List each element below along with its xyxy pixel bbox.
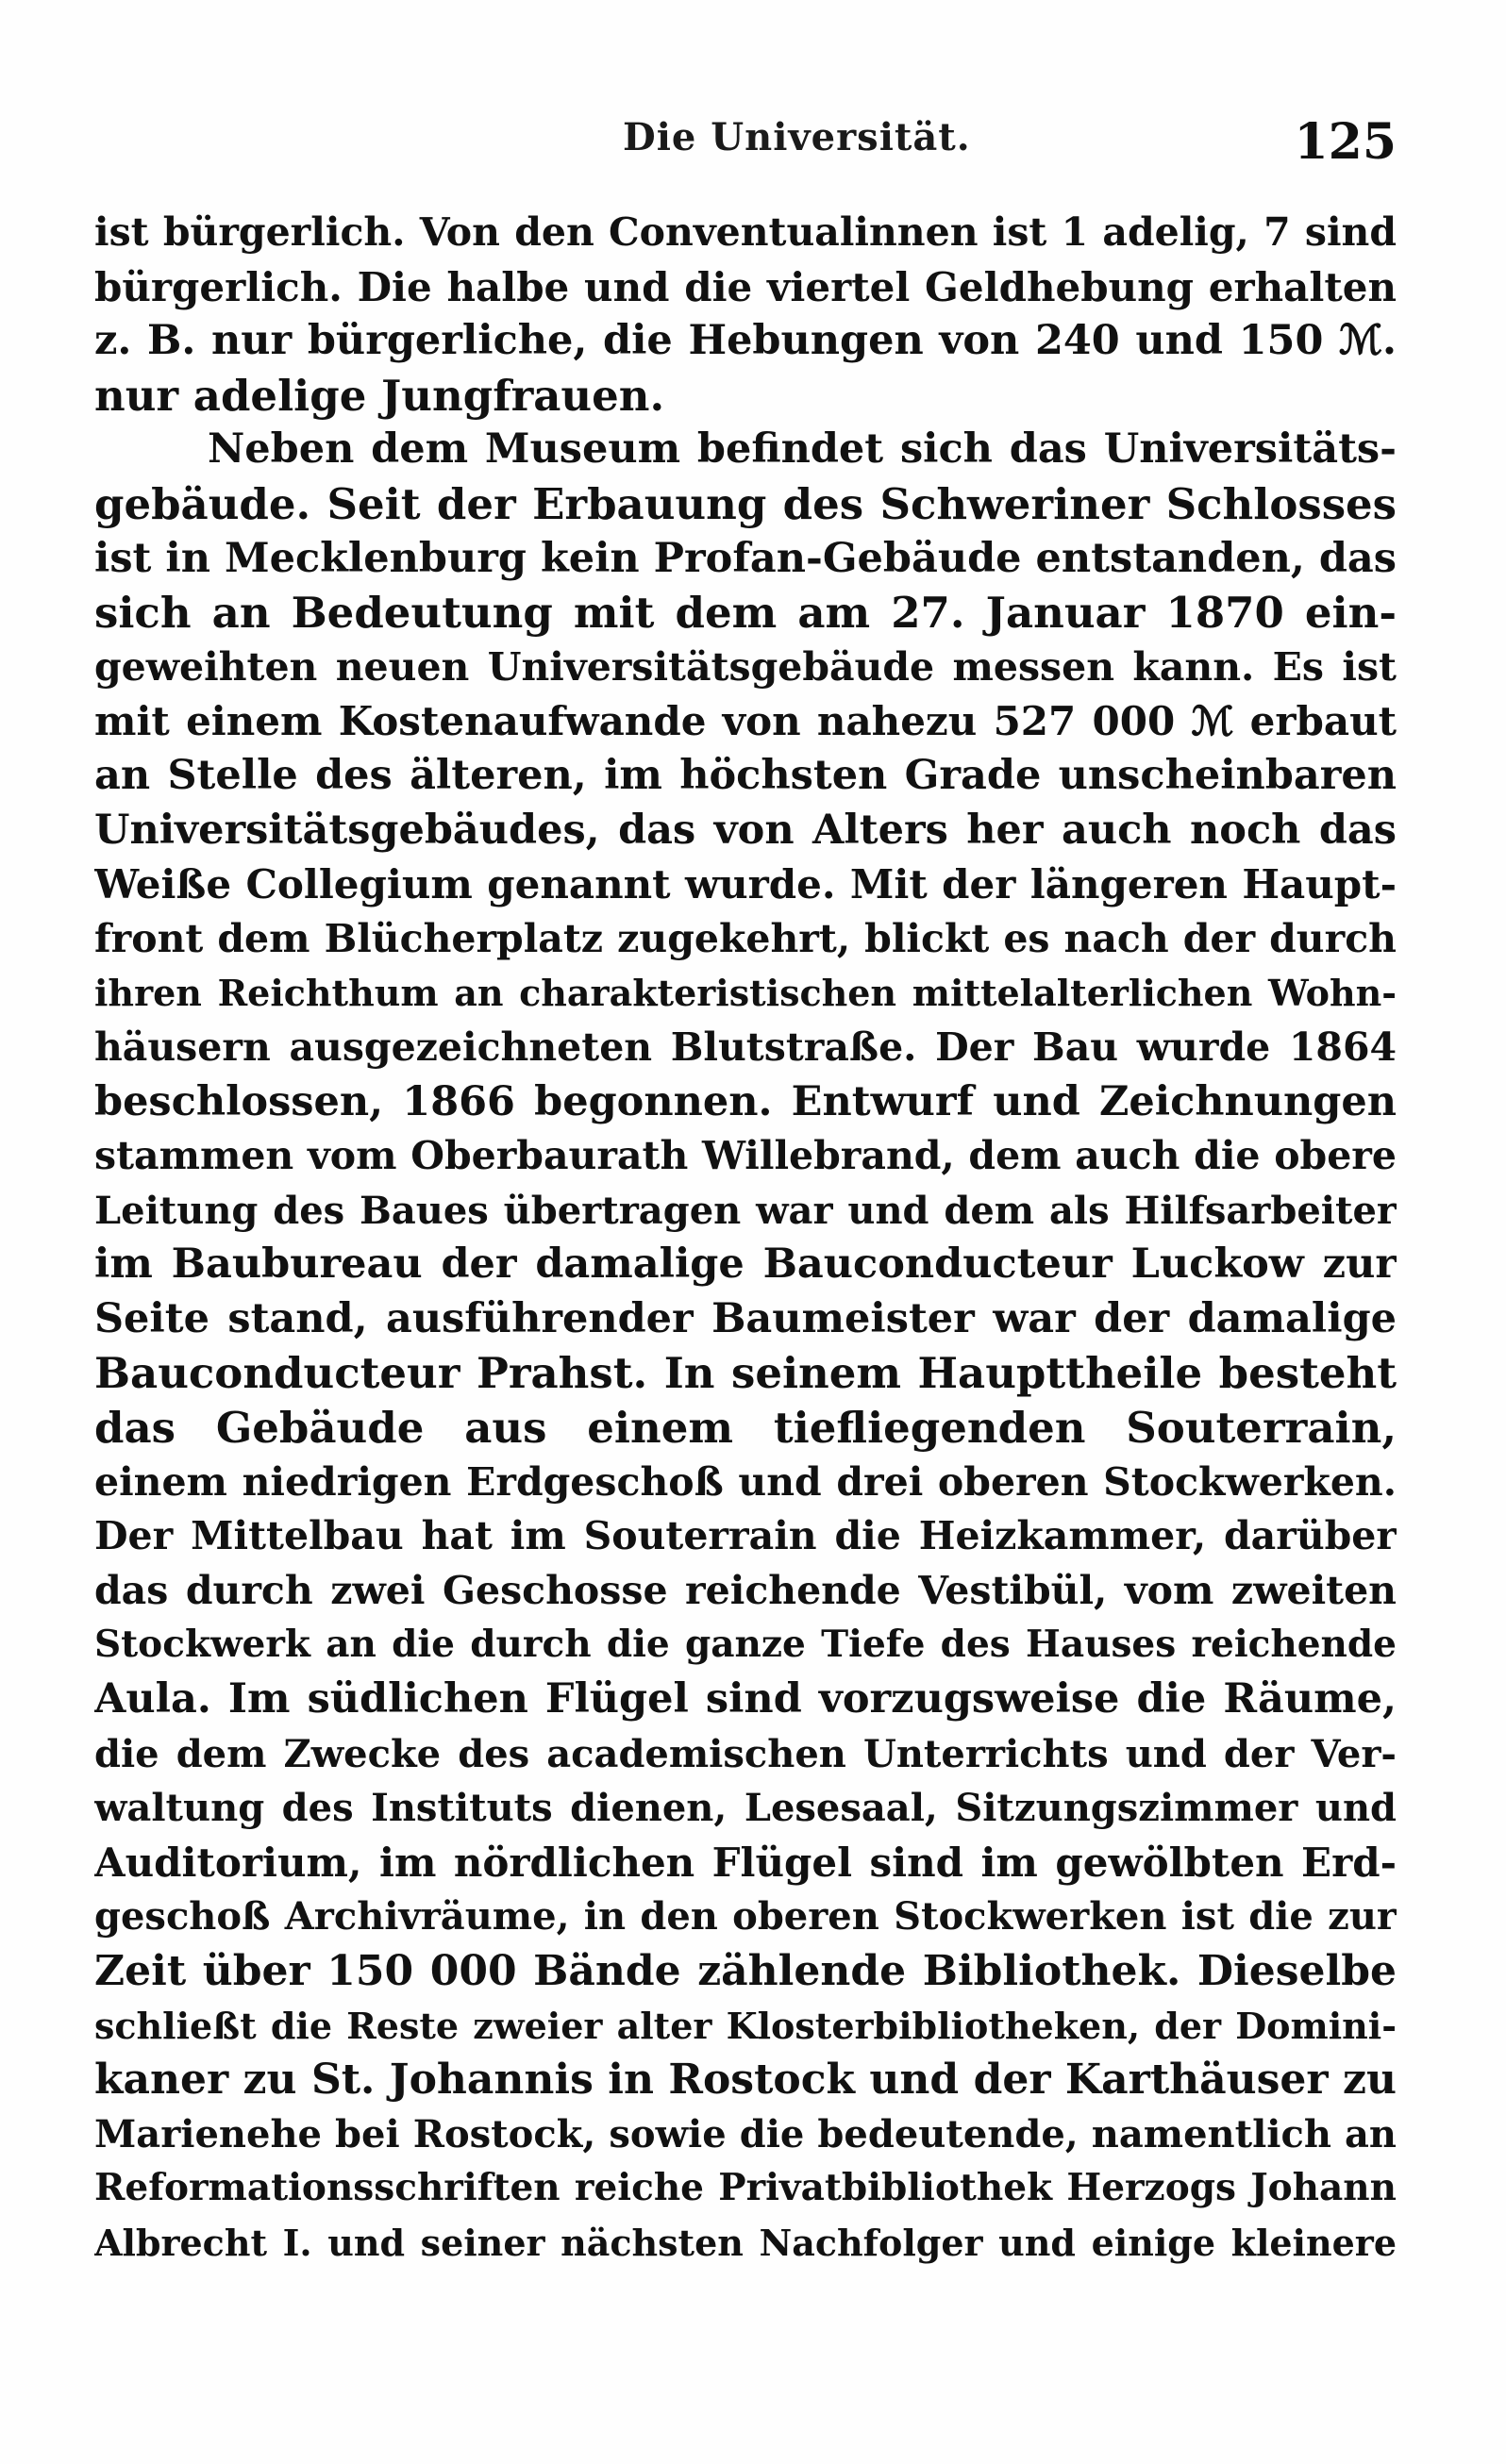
text-line: bürgerlich. Die halbe und die viertel Geldhebung erhalten	[94, 263, 1397, 310]
page-number: 125	[1294, 113, 1397, 171]
text-line: stammen vom Oberbaurath Willebrand, dem auch die obere	[94, 1133, 1397, 1179]
text-line: im Baubureau der damalige Bauconducteur Luckow zur	[94, 1240, 1397, 1289]
text-line: Reformationsschriften reiche Privatbibliothek Herzogs Johann	[94, 2166, 1397, 2210]
text-line: einem niedrigen Erdgeschoß und drei oberen Stockwerken.	[94, 1458, 1397, 1505]
text-line: Leitung des Baues übertragen war und dem als Hilfsarbeiter	[94, 1188, 1397, 1233]
text-line: mit einem Kostenaufwande von nahezu 527 000 ℳ erbaut	[94, 698, 1397, 745]
text-line: geschoß Archivräume, in den oberen Stockwerken ist die zur	[94, 1894, 1397, 1940]
text-line: schließt die Reste zweier alter Klosterbibliotheken, der Domini-	[94, 2004, 1397, 2047]
text-line: Universitätsgebäudes, das von Alters her auch noch das	[94, 806, 1397, 854]
text-line: ist in Mecklenburg kein Profan-Gebäude entstanden, das	[94, 534, 1397, 582]
text-line: Bauconducteur Prahst. In seinem Haupttheile besteht	[94, 1348, 1397, 1399]
text-line: kaner zu St. Johannis in Rostock und der Karthäuser zu	[94, 2056, 1397, 2105]
text-line: Aula. Im südlichen Flügel sind vorzugsweise die Räume,	[94, 1675, 1397, 1723]
text-line: Der Mittelbau hat im Souterrain die Heizkammer, darüber	[94, 1513, 1397, 1559]
text-line: front dem Blücherplatz zugekehrt, blickt es nach der durch	[94, 915, 1397, 961]
text-line: Marienehe bei Rostock, sowie die bedeutende, namentlich an	[94, 2111, 1397, 2156]
running-head	[94, 104, 1397, 179]
text-line: an Stelle des älteren, im höchsten Grade unscheinbaren	[94, 751, 1397, 799]
text-line: sich an Bedeutung mit dem am 27. Januar 1870 ein-	[94, 588, 1397, 639]
text-line: beschlossen, 1866 begonnen. Entwurf und Zeichnungen	[94, 1077, 1397, 1125]
text-line: geweihten neuen Universitätsgebäude messen kann. Es ist	[94, 643, 1397, 690]
text-line: waltung des Instituts dienen, Lesesaal, Sitzungszimmer und	[94, 1786, 1397, 1831]
text-line: Stockwerk an die durch die ganze Tiefe des Hauses reichende	[94, 1623, 1397, 1667]
text-line: Zeit über 150 000 Bände zählende Bibliothek. Dieselbe	[94, 1947, 1397, 1995]
text-line: ihren Reichthum an charakteristischen mittelalterlichen Wohn-	[94, 972, 1397, 1015]
running-head-title: Die Universität.	[623, 115, 971, 159]
text-line: die dem Zwecke des academischen Unterrichts und der Ver-	[94, 1731, 1397, 1776]
text-line: häusern ausgezeichneten Blutstraße. Der Bau wurde 1864	[94, 1024, 1397, 1070]
text-line: gebäude. Seit der Erbauung des Schweriner Schlosses	[94, 478, 1397, 529]
body-text	[94, 206, 1397, 2271]
text-line: z. B. nur bürgerliche, die Hebungen von 240 und 150 ℳ.	[94, 317, 1397, 365]
text-line: Albrecht I. und seiner nächsten Nachfolger und einige kleinere	[94, 2221, 1397, 2264]
text-line: nur adelige Jungfrauen.	[94, 370, 665, 421]
text-line: Weiße Collegium genannt wurde. Mit der längeren Haupt-	[94, 861, 1397, 908]
text-line: Seite stand, ausführender Baumeister war der damalige	[94, 1294, 1397, 1342]
text-line: das Gebäude aus einem tiefliegenden Souterrain,	[94, 1403, 1397, 1454]
text-line: Auditorium, im nördlichen Flügel sind im gewölbten Erd-	[94, 1839, 1397, 1886]
text-line: das durch zwei Geschosse reichende Vestibül, vom zweiten	[94, 1567, 1397, 1613]
paragraph-first-line: Neben dem Museum befindet sich das Universitäts-	[208, 425, 1397, 474]
text-line: ist bürgerlich. Von den Conventualinnen ist 1 adelig, 7 sind	[94, 209, 1397, 255]
